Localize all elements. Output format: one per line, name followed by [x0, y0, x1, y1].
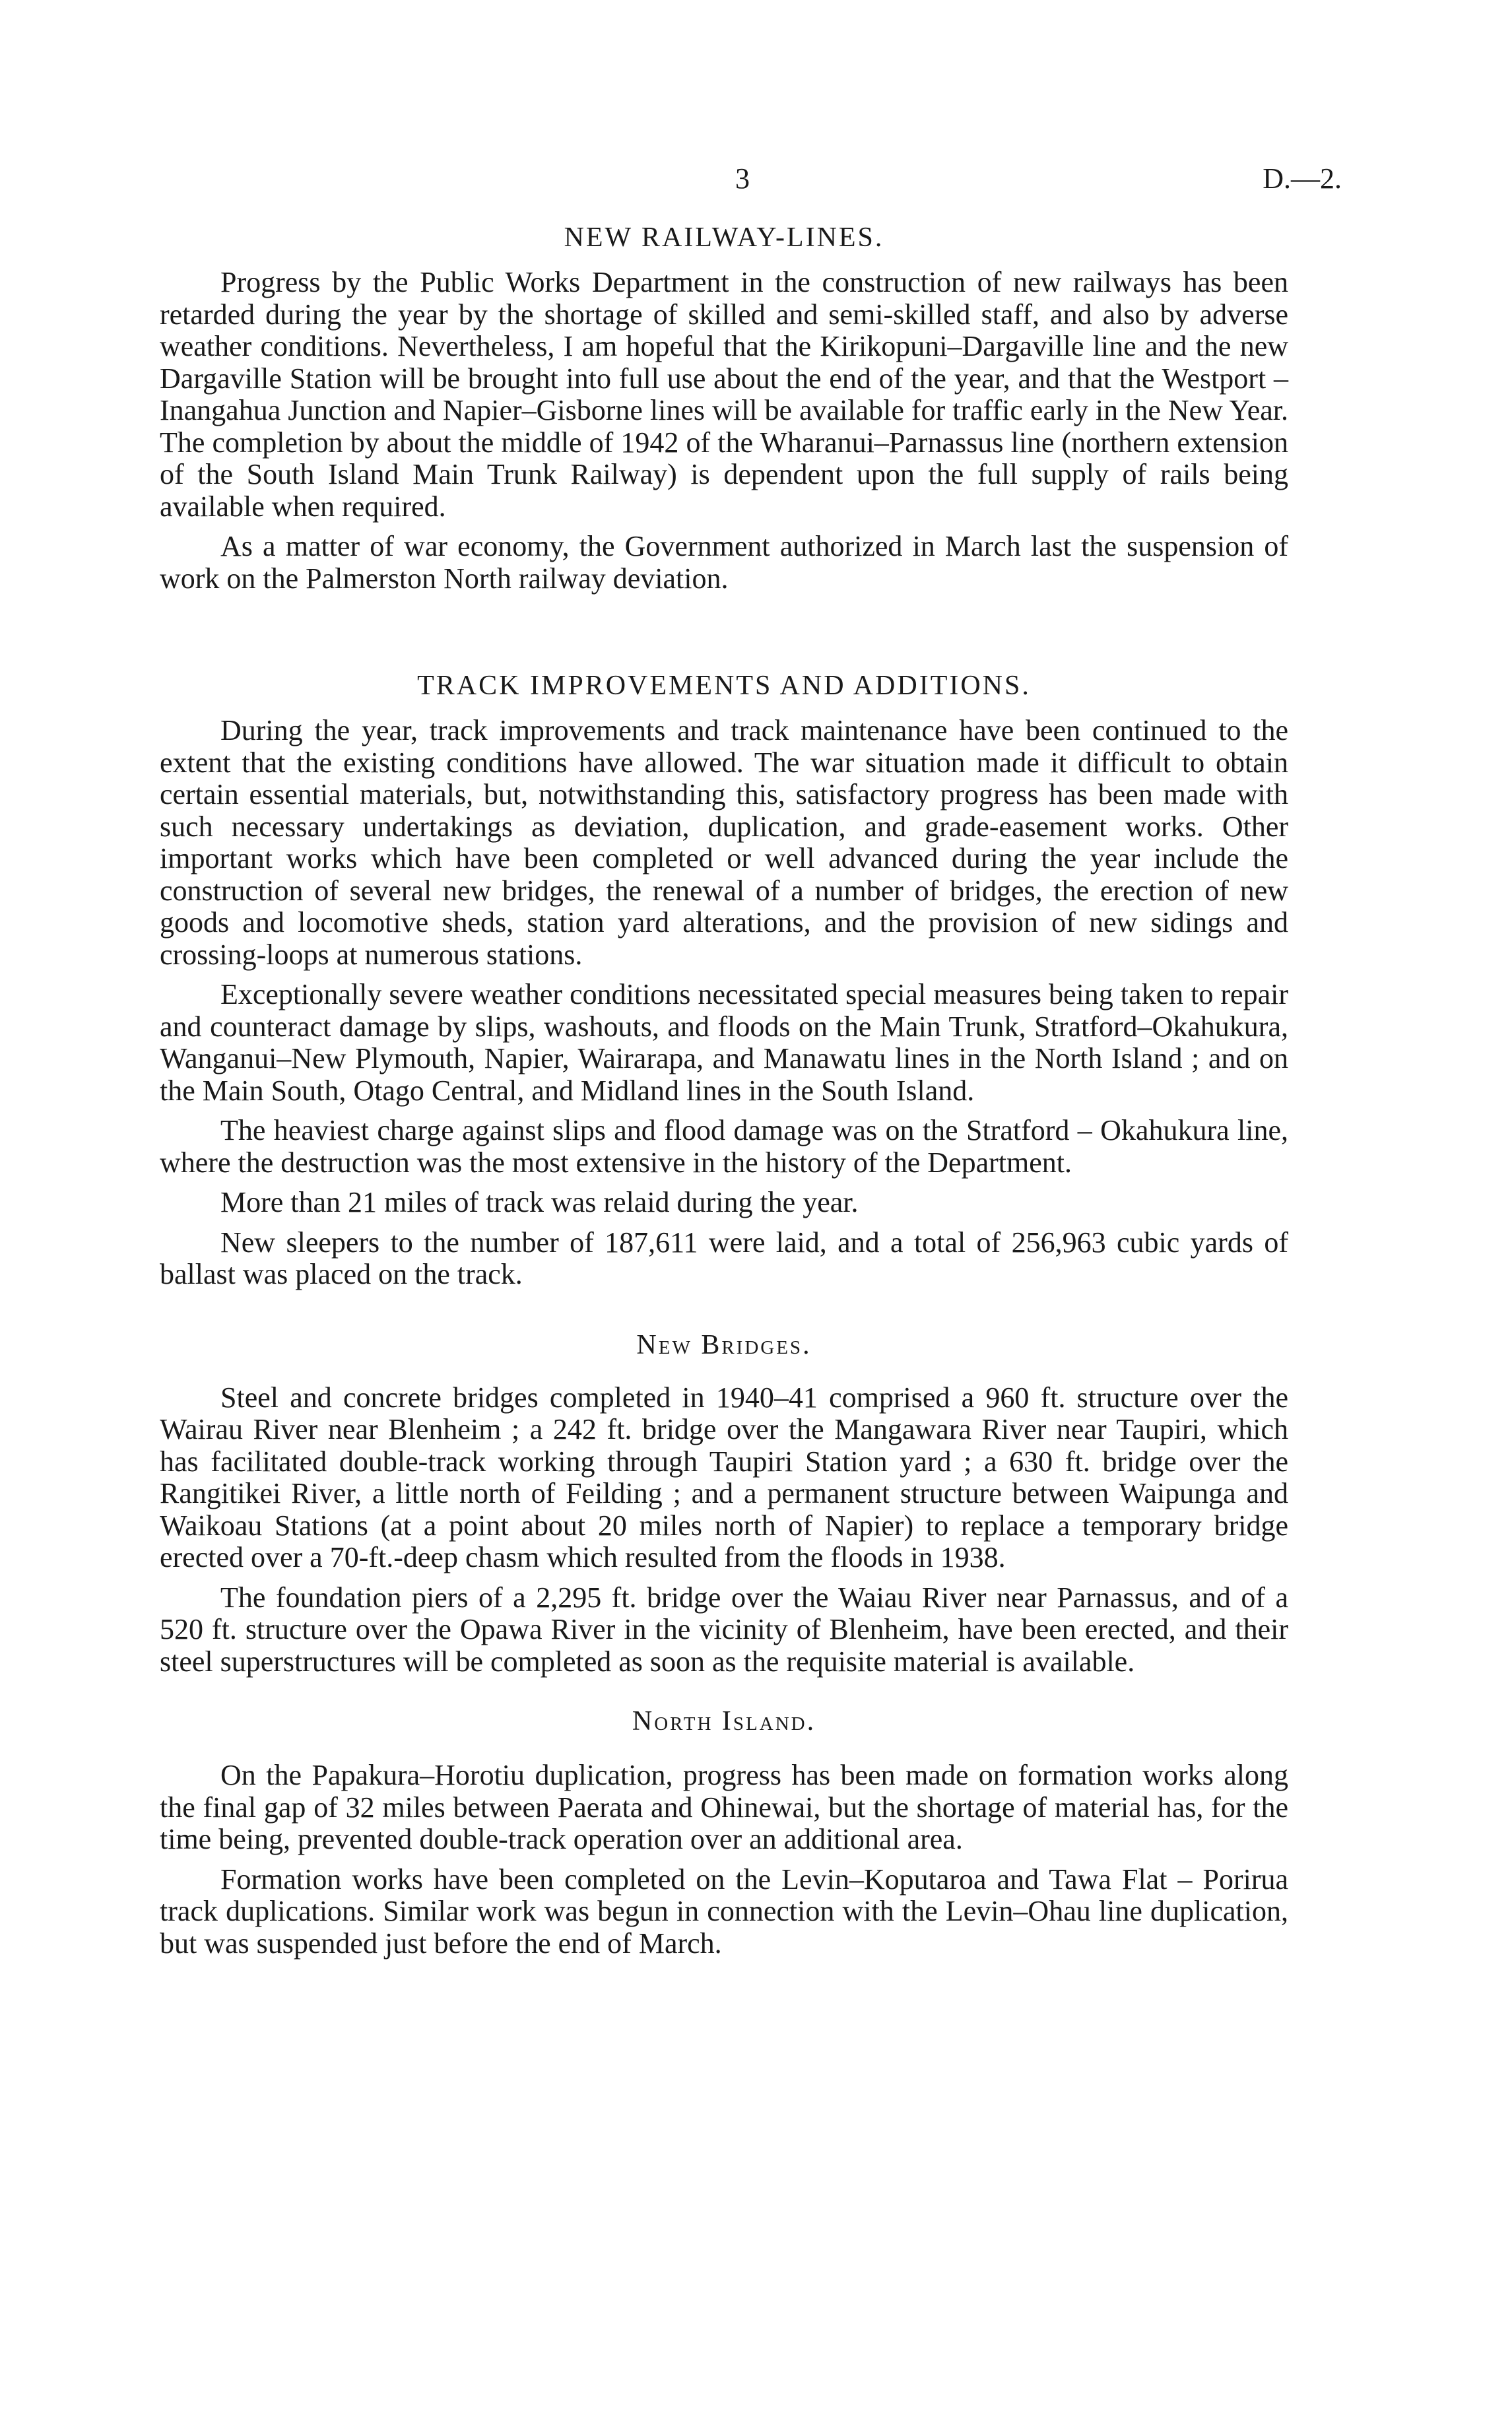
- section-heading-track-improvements: TRACK IMPROVEMENTS AND ADDITIONS.: [417, 671, 1031, 701]
- page-number: 3: [735, 162, 750, 195]
- paragraph: New sleepers to the number of 187,611 were laid, and a total of 256,963 cubic yards of ballast was placed on the track.: [160, 1226, 1288, 1290]
- subsection-heading-new-bridges: New Bridges.: [636, 1329, 812, 1360]
- paragraph: On the Papakura–Horotiu duplication, progress has been made on formation works along the final gap of 32 miles between Paerata and Ohinewai, but the shortage of material has, for the time being, prevented double-track operation over an additional area.: [160, 1759, 1288, 1855]
- page-content: [160, 218, 1288, 1960]
- document-code: D.—2.: [1263, 162, 1342, 195]
- paragraph: More than 21 miles of track was relaid during the year.: [220, 1186, 859, 1218]
- paragraph: As a matter of war economy, the Government authorized in March last the suspension of work on the Palmerston North railway deviation.: [160, 530, 1288, 595]
- section-north-island: [160, 1701, 1288, 1960]
- paragraph: Progress by the Public Works Department in the construction of new railways has been retarded during the year by the shortage of skilled and semi-skilled staff, and also by adverse weather conditions. Nevertheless, I am hopeful that the Kirikopuni–Dargaville line and the new Dargaville Station will be brought into full use about the end of the year, and that the Westport – Inangahua Junction and Napier–Gisborne lines will be available for traffic early in the New Year. The completion by about the middle of 1942 of the Wharanui–Parnassus line (northern extension of the South Island Main Trunk Railway) is dependent upon the full supply of rails being available when required.: [160, 266, 1288, 523]
- paragraph: The heaviest charge against slips and flood damage was on the Stratford – Okahukura line, where the destruction was the most extensive in the history of the Department.: [160, 1114, 1288, 1179]
- subsection-heading-north-island: North Island.: [632, 1706, 816, 1736]
- section-track-improvements: [160, 666, 1288, 1291]
- paragraph: Steel and concrete bridges completed in 1940–41 comprised a 960 ft. structure over the Wairau River near Blenheim ; a 242 ft. bridge over the Mangawara River near Taupiri, which has facilitated double-track working through Taupiri Station yard ; a 630 ft. bridge over the Rangitikei River, a little north of Feilding ; and a permanent structure between Waipunga and Waikoau Stations (at a point about 20 miles north of Napier) to replace a temporary bridge erected over a 70-ft.-deep chasm which resulted from the floods in 1938.: [160, 1381, 1288, 1573]
- section-new-railway-lines: [160, 218, 1288, 595]
- paragraph: Formation works have been completed on the Levin–Koputaroa and Tawa Flat – Porirua track duplications. Similar work was begun in connection with the Levin–Ohau line duplication, but was suspended just before the end of March.: [160, 1863, 1288, 1960]
- section-heading-new-railway-lines: NEW RAILWAY-LINES.: [564, 222, 884, 253]
- paragraph: Exceptionally severe weather conditions necessitated special measures being taken to repair and counteract damage by slips, washouts, and floods on the Main Trunk, Stratford–Okahukura, Wanganui–New Plymouth, Napier, Wairarapa, and Manawatu lines in the North Island ; and on the Main South, Otago Central, and Midland lines in the South Island.: [160, 978, 1288, 1107]
- paragraph: During the year, track improvements and track maintenance have been continued to the extent that the existing conditions have allowed. The war situation made it difficult to obtain certain essential materials, but, notwithstanding this, satisfactory progress has been made with such necessary undertakings as deviation, duplication, and grade-easement works. Other important works which have been completed or well advanced during the year include the construction of several new bridges, the renewal of a number of bridges, the erection of new goods and locomotive sheds, station yard alterations, and the provision of new sidings and crossing-loops at numerous stations.: [160, 714, 1288, 971]
- section-new-bridges: [160, 1325, 1288, 1678]
- paragraph: The foundation piers of a 2,295 ft. bridge over the Waiau River near Parnassus, and of a 520 ft. structure over the Opawa River in the vicinity of Blenheim, have been erected, and their steel superstructures will be completed as soon as the requisite material is available.: [160, 1581, 1288, 1678]
